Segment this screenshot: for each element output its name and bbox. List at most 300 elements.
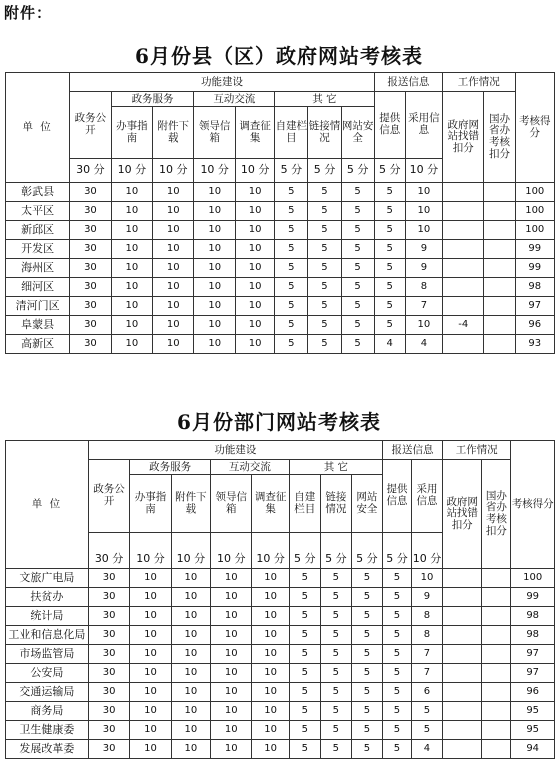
value-cell: 30 <box>88 721 129 740</box>
value-cell: 10 <box>153 259 194 278</box>
value-cell: 10 <box>235 202 274 221</box>
value-cell: 10 <box>111 316 152 335</box>
unit-name-cell: 工业和信息化局 <box>6 626 89 645</box>
value-cell: 5 <box>351 721 382 740</box>
value-cell: 95 <box>511 721 555 740</box>
value-cell <box>482 702 511 721</box>
table-row <box>6 278 555 297</box>
value-cell: 10 <box>130 569 171 588</box>
value-cell: 10 <box>111 278 152 297</box>
header-attachment-download: 附件下载 <box>171 475 210 533</box>
value-cell: 10 <box>171 569 210 588</box>
value-cell: 6 <box>411 683 442 702</box>
value-cell: 5 <box>289 702 320 721</box>
value-cell: 10 <box>171 626 210 645</box>
score-cell: 5 分 <box>308 159 341 183</box>
value-cell <box>443 702 482 721</box>
value-cell: 5 <box>411 702 442 721</box>
value-cell: 10 <box>171 664 210 683</box>
value-cell: 10 <box>235 297 274 316</box>
value-cell <box>484 259 515 278</box>
value-cell <box>484 316 515 335</box>
value-cell: 10 <box>111 240 152 259</box>
value-cell: 93 <box>515 335 554 354</box>
value-cell: 5 <box>308 297 341 316</box>
score-cell: 10 分 <box>111 159 152 183</box>
value-cell: 5 <box>374 202 405 221</box>
value-cell <box>484 240 515 259</box>
unit-name-cell: 交通运输局 <box>6 683 89 702</box>
value-cell: 10 <box>211 569 252 588</box>
value-cell: 7 <box>411 645 442 664</box>
value-cell: 5 <box>320 569 351 588</box>
value-cell <box>443 588 482 607</box>
value-cell <box>484 221 515 240</box>
value-cell: 10 <box>405 316 442 335</box>
value-cell: 5 <box>320 721 351 740</box>
value-cell: 10 <box>411 569 442 588</box>
value-cell: 5 <box>382 626 411 645</box>
value-cell: 5 <box>382 588 411 607</box>
value-cell: 30 <box>88 740 129 759</box>
value-cell: 7 <box>411 664 442 683</box>
value-cell: 10 <box>405 183 442 202</box>
value-cell: 10 <box>153 335 194 354</box>
value-cell <box>484 183 515 202</box>
value-cell: 10 <box>111 259 152 278</box>
table-row <box>6 721 555 740</box>
value-cell: 10 <box>194 335 235 354</box>
value-cell: 5 <box>382 721 411 740</box>
value-cell <box>443 607 482 626</box>
value-cell: 30 <box>70 297 111 316</box>
score-cell: 10 分 <box>130 533 171 569</box>
value-cell: 30 <box>70 316 111 335</box>
header-link-status: 链接情况 <box>308 107 341 159</box>
value-cell: 10 <box>211 702 252 721</box>
header-site-security: 网站安全 <box>351 475 382 533</box>
value-cell: 5 <box>289 645 320 664</box>
score-cell: 5 分 <box>289 533 320 569</box>
score-cell: 10 分 <box>194 159 235 183</box>
value-cell: 30 <box>88 607 129 626</box>
value-cell: 5 <box>374 240 405 259</box>
value-cell: 30 <box>88 588 129 607</box>
header-interaction: 互动交流 <box>194 92 275 107</box>
department-table-body <box>6 569 555 759</box>
header-leader-mailbox: 领导信箱 <box>211 475 252 533</box>
value-cell: 10 <box>194 297 235 316</box>
value-cell: 5 <box>382 607 411 626</box>
header-site-security: 网站安全 <box>341 107 374 159</box>
value-cell <box>482 626 511 645</box>
value-cell: 10 <box>235 259 274 278</box>
value-cell: 30 <box>88 683 129 702</box>
value-cell: 99 <box>511 588 555 607</box>
value-cell: 10 <box>130 664 171 683</box>
score-cell: 10 分 <box>171 533 210 569</box>
score-cell: 5 分 <box>341 159 374 183</box>
value-cell <box>484 278 515 297</box>
score-cell: 30 分 <box>70 159 111 183</box>
score-cell: 10 分 <box>405 159 442 183</box>
score-cell: 10 分 <box>411 533 442 569</box>
value-cell: 5 <box>308 316 341 335</box>
table-row <box>6 683 555 702</box>
value-cell: 5 <box>341 316 374 335</box>
value-cell: 5 <box>351 588 382 607</box>
value-cell: 10 <box>252 626 289 645</box>
value-cell: 9 <box>411 588 442 607</box>
unit-name-cell: 太平区 <box>6 202 70 221</box>
value-cell: 10 <box>153 221 194 240</box>
value-cell: 10 <box>111 335 152 354</box>
table-row <box>6 221 555 240</box>
unit-name-cell: 清河门区 <box>6 297 70 316</box>
value-cell: 5 <box>382 702 411 721</box>
score-cell: 10 分 <box>153 159 194 183</box>
value-cell <box>443 335 484 354</box>
unit-name-cell: 卫生健康委 <box>6 721 89 740</box>
header-reported-info: 报送信息 <box>374 73 442 92</box>
value-cell: 10 <box>194 240 235 259</box>
department-table-title: 6月份部门网站考核表 <box>177 410 381 434</box>
score-cell: 10 分 <box>235 159 274 183</box>
value-cell: 5 <box>320 683 351 702</box>
value-cell: 10 <box>194 202 235 221</box>
header-leader-mailbox: 领导信箱 <box>194 107 235 159</box>
unit-name-cell: 海州区 <box>6 259 70 278</box>
value-cell: 10 <box>194 221 235 240</box>
value-cell <box>482 569 511 588</box>
header-link-status: 链接情况 <box>320 475 351 533</box>
value-cell: 9 <box>405 259 442 278</box>
value-cell: 10 <box>130 588 171 607</box>
value-cell: 99 <box>515 240 554 259</box>
score-cell: 5 分 <box>275 159 308 183</box>
value-cell <box>484 202 515 221</box>
value-cell: 10 <box>252 683 289 702</box>
value-cell: -4 <box>443 316 484 335</box>
value-cell: 100 <box>515 183 554 202</box>
header-gov-service: 政务服务 <box>111 92 194 107</box>
header-other: 其 它 <box>275 92 374 107</box>
value-cell <box>484 335 515 354</box>
value-cell: 5 <box>374 221 405 240</box>
value-cell: 100 <box>515 202 554 221</box>
value-cell: 100 <box>515 221 554 240</box>
value-cell: 10 <box>171 645 210 664</box>
table-row <box>6 335 555 354</box>
value-cell: 10 <box>405 221 442 240</box>
value-cell: 10 <box>171 588 210 607</box>
value-cell: 5 <box>308 335 341 354</box>
score-cell: 5 分 <box>320 533 351 569</box>
value-cell: 10 <box>211 683 252 702</box>
value-cell: 10 <box>153 202 194 221</box>
value-cell: 10 <box>235 240 274 259</box>
value-cell: 5 <box>289 740 320 759</box>
county-table-body <box>6 183 555 354</box>
header-work-status: 工作情况 <box>443 441 511 460</box>
value-cell: 5 <box>351 702 382 721</box>
table-row <box>6 588 555 607</box>
value-cell: 5 <box>275 221 308 240</box>
value-cell: 10 <box>211 607 252 626</box>
attachment-label: 附件： <box>4 4 53 22</box>
value-cell: 10 <box>153 240 194 259</box>
value-cell: 10 <box>211 740 252 759</box>
value-cell: 10 <box>235 335 274 354</box>
value-cell: 5 <box>320 588 351 607</box>
value-cell: 5 <box>275 259 308 278</box>
value-cell <box>443 569 482 588</box>
table-row <box>6 240 555 259</box>
unit-name-cell: 高新区 <box>6 335 70 354</box>
value-cell: 10 <box>171 740 210 759</box>
value-cell: 10 <box>235 316 274 335</box>
value-cell: 5 <box>320 702 351 721</box>
header-function-building: 功能建设 <box>88 441 382 460</box>
table-row <box>6 645 555 664</box>
value-cell: 5 <box>308 183 341 202</box>
table-row <box>6 702 555 721</box>
value-cell: 4 <box>411 740 442 759</box>
header-own-column: 自建栏目 <box>289 475 320 533</box>
unit-name-cell: 细河区 <box>6 278 70 297</box>
value-cell: 98 <box>515 278 554 297</box>
table-row <box>6 316 555 335</box>
table-row <box>6 664 555 683</box>
value-cell <box>443 278 484 297</box>
value-cell: 4 <box>374 335 405 354</box>
value-cell: 10 <box>194 316 235 335</box>
header-own-column: 自建栏目 <box>275 107 308 159</box>
value-cell: 10 <box>405 202 442 221</box>
value-cell <box>443 740 482 759</box>
value-cell <box>482 683 511 702</box>
unit-name-cell: 公安局 <box>6 664 89 683</box>
value-cell: 5 <box>382 645 411 664</box>
value-cell: 30 <box>70 221 111 240</box>
value-cell: 9 <box>405 240 442 259</box>
table-row <box>6 202 555 221</box>
value-cell: 5 <box>374 183 405 202</box>
value-cell: 10 <box>194 183 235 202</box>
value-cell: 5 <box>275 202 308 221</box>
header-interaction: 互动交流 <box>211 460 290 475</box>
value-cell: 5 <box>320 664 351 683</box>
county-assessment-table <box>5 72 555 354</box>
value-cell <box>482 645 511 664</box>
value-cell: 10 <box>130 626 171 645</box>
score-cell: 5 分 <box>374 159 405 183</box>
value-cell: 30 <box>70 240 111 259</box>
score-cell: 5 分 <box>351 533 382 569</box>
unit-name-cell: 彰武县 <box>6 183 70 202</box>
value-cell <box>443 664 482 683</box>
value-cell: 30 <box>70 335 111 354</box>
value-cell: 5 <box>341 221 374 240</box>
value-cell: 5 <box>289 683 320 702</box>
value-cell: 5 <box>341 240 374 259</box>
header-survey: 调查征集 <box>235 107 274 159</box>
unit-name-cell: 发展改革委 <box>6 740 89 759</box>
value-cell: 8 <box>411 626 442 645</box>
value-cell: 5 <box>374 259 405 278</box>
header-adopted-info: 采用信息 <box>411 460 442 533</box>
value-cell: 10 <box>252 569 289 588</box>
value-cell <box>482 588 511 607</box>
value-cell: 5 <box>374 316 405 335</box>
unit-name-cell: 统计局 <box>6 607 89 626</box>
value-cell: 5 <box>374 278 405 297</box>
value-cell: 10 <box>130 702 171 721</box>
value-cell <box>443 721 482 740</box>
value-cell <box>443 259 484 278</box>
value-cell: 5 <box>320 740 351 759</box>
value-cell: 30 <box>88 645 129 664</box>
value-cell: 7 <box>405 297 442 316</box>
value-cell: 10 <box>211 626 252 645</box>
value-cell: 10 <box>153 183 194 202</box>
value-cell: 10 <box>252 702 289 721</box>
value-cell: 5 <box>289 721 320 740</box>
value-cell: 30 <box>88 702 129 721</box>
value-cell: 5 <box>289 588 320 607</box>
value-cell: 10 <box>153 297 194 316</box>
value-cell: 96 <box>511 683 555 702</box>
value-cell: 5 <box>275 335 308 354</box>
value-cell: 5 <box>351 607 382 626</box>
value-cell: 5 <box>308 278 341 297</box>
value-cell: 10 <box>171 702 210 721</box>
value-cell: 10 <box>130 740 171 759</box>
value-cell: 5 <box>275 278 308 297</box>
score-cell: 10 分 <box>252 533 289 569</box>
value-cell <box>443 683 482 702</box>
value-cell: 98 <box>511 626 555 645</box>
value-cell: 5 <box>320 607 351 626</box>
value-cell: 5 <box>382 740 411 759</box>
value-cell <box>443 645 482 664</box>
value-cell: 10 <box>153 316 194 335</box>
value-cell: 5 <box>341 297 374 316</box>
value-cell: 10 <box>252 645 289 664</box>
value-cell: 99 <box>515 259 554 278</box>
header-gov-service: 政务服务 <box>130 460 211 475</box>
value-cell: 10 <box>130 645 171 664</box>
value-cell: 10 <box>235 278 274 297</box>
value-cell: 30 <box>88 664 129 683</box>
unit-name-cell: 开发区 <box>6 240 70 259</box>
header-attachment-download: 附件下载 <box>153 107 194 159</box>
value-cell: 5 <box>289 664 320 683</box>
value-cell: 98 <box>511 607 555 626</box>
value-cell <box>482 721 511 740</box>
header-error-deduction: 政府网站找错扣分 <box>443 460 482 569</box>
header-reported-info: 报送信息 <box>382 441 442 460</box>
value-cell: 10 <box>252 664 289 683</box>
value-cell: 5 <box>289 607 320 626</box>
value-cell: 5 <box>308 221 341 240</box>
value-cell: 10 <box>211 645 252 664</box>
value-cell <box>482 607 511 626</box>
value-cell: 10 <box>235 183 274 202</box>
value-cell: 30 <box>70 259 111 278</box>
value-cell: 10 <box>171 607 210 626</box>
county-table-title: 6月份县（区）政府网站考核表 <box>135 44 423 68</box>
header-guide: 办事指南 <box>111 107 152 159</box>
value-cell: 5 <box>320 626 351 645</box>
unit-name-cell: 市场监管局 <box>6 645 89 664</box>
department-assessment-table <box>5 440 555 759</box>
header-survey: 调查征集 <box>252 475 289 533</box>
value-cell: 5 <box>382 664 411 683</box>
value-cell: 10 <box>171 683 210 702</box>
unit-name-cell: 文旅广电局 <box>6 569 89 588</box>
value-cell: 5 <box>351 645 382 664</box>
value-cell: 5 <box>308 259 341 278</box>
value-cell: 5 <box>341 202 374 221</box>
value-cell: 10 <box>111 202 152 221</box>
table-row <box>6 607 555 626</box>
score-cell: 30 分 <box>88 533 129 569</box>
value-cell: 10 <box>111 297 152 316</box>
value-cell: 10 <box>111 221 152 240</box>
unit-name-cell: 扶贫办 <box>6 588 89 607</box>
value-cell: 5 <box>289 626 320 645</box>
value-cell <box>482 740 511 759</box>
value-cell: 5 <box>341 278 374 297</box>
value-cell: 5 <box>275 183 308 202</box>
value-cell: 5 <box>351 664 382 683</box>
value-cell: 10 <box>171 721 210 740</box>
value-cell: 5 <box>275 316 308 335</box>
value-cell: 5 <box>341 259 374 278</box>
score-cell: 10 分 <box>211 533 252 569</box>
value-cell: 10 <box>252 588 289 607</box>
value-cell: 94 <box>511 740 555 759</box>
header-other: 其 它 <box>289 460 382 475</box>
value-cell: 5 <box>351 569 382 588</box>
table-row <box>6 259 555 278</box>
header-national-deduction: 国办省办考核扣分 <box>484 92 515 183</box>
header-gov-affairs-open: 政务公开 <box>70 92 111 159</box>
header-work-status: 工作情况 <box>443 73 515 92</box>
header-guide: 办事指南 <box>130 475 171 533</box>
value-cell <box>443 202 484 221</box>
value-cell: 5 <box>351 740 382 759</box>
value-cell: 5 <box>382 569 411 588</box>
value-cell: 5 <box>341 335 374 354</box>
header-total-score: 考核得分 <box>511 441 555 569</box>
value-cell: 5 <box>341 183 374 202</box>
table-row <box>6 740 555 759</box>
value-cell: 5 <box>308 202 341 221</box>
value-cell: 5 <box>411 721 442 740</box>
header-provided-info: 提供信息 <box>374 92 405 159</box>
value-cell: 100 <box>511 569 555 588</box>
unit-name-cell: 新邱区 <box>6 221 70 240</box>
unit-name-cell: 阜蒙县 <box>6 316 70 335</box>
value-cell: 10 <box>211 664 252 683</box>
header-adopted-info: 采用信息 <box>405 92 442 159</box>
value-cell <box>443 183 484 202</box>
table-row <box>6 626 555 645</box>
value-cell: 95 <box>511 702 555 721</box>
header-provided-info: 提供信息 <box>382 460 411 533</box>
